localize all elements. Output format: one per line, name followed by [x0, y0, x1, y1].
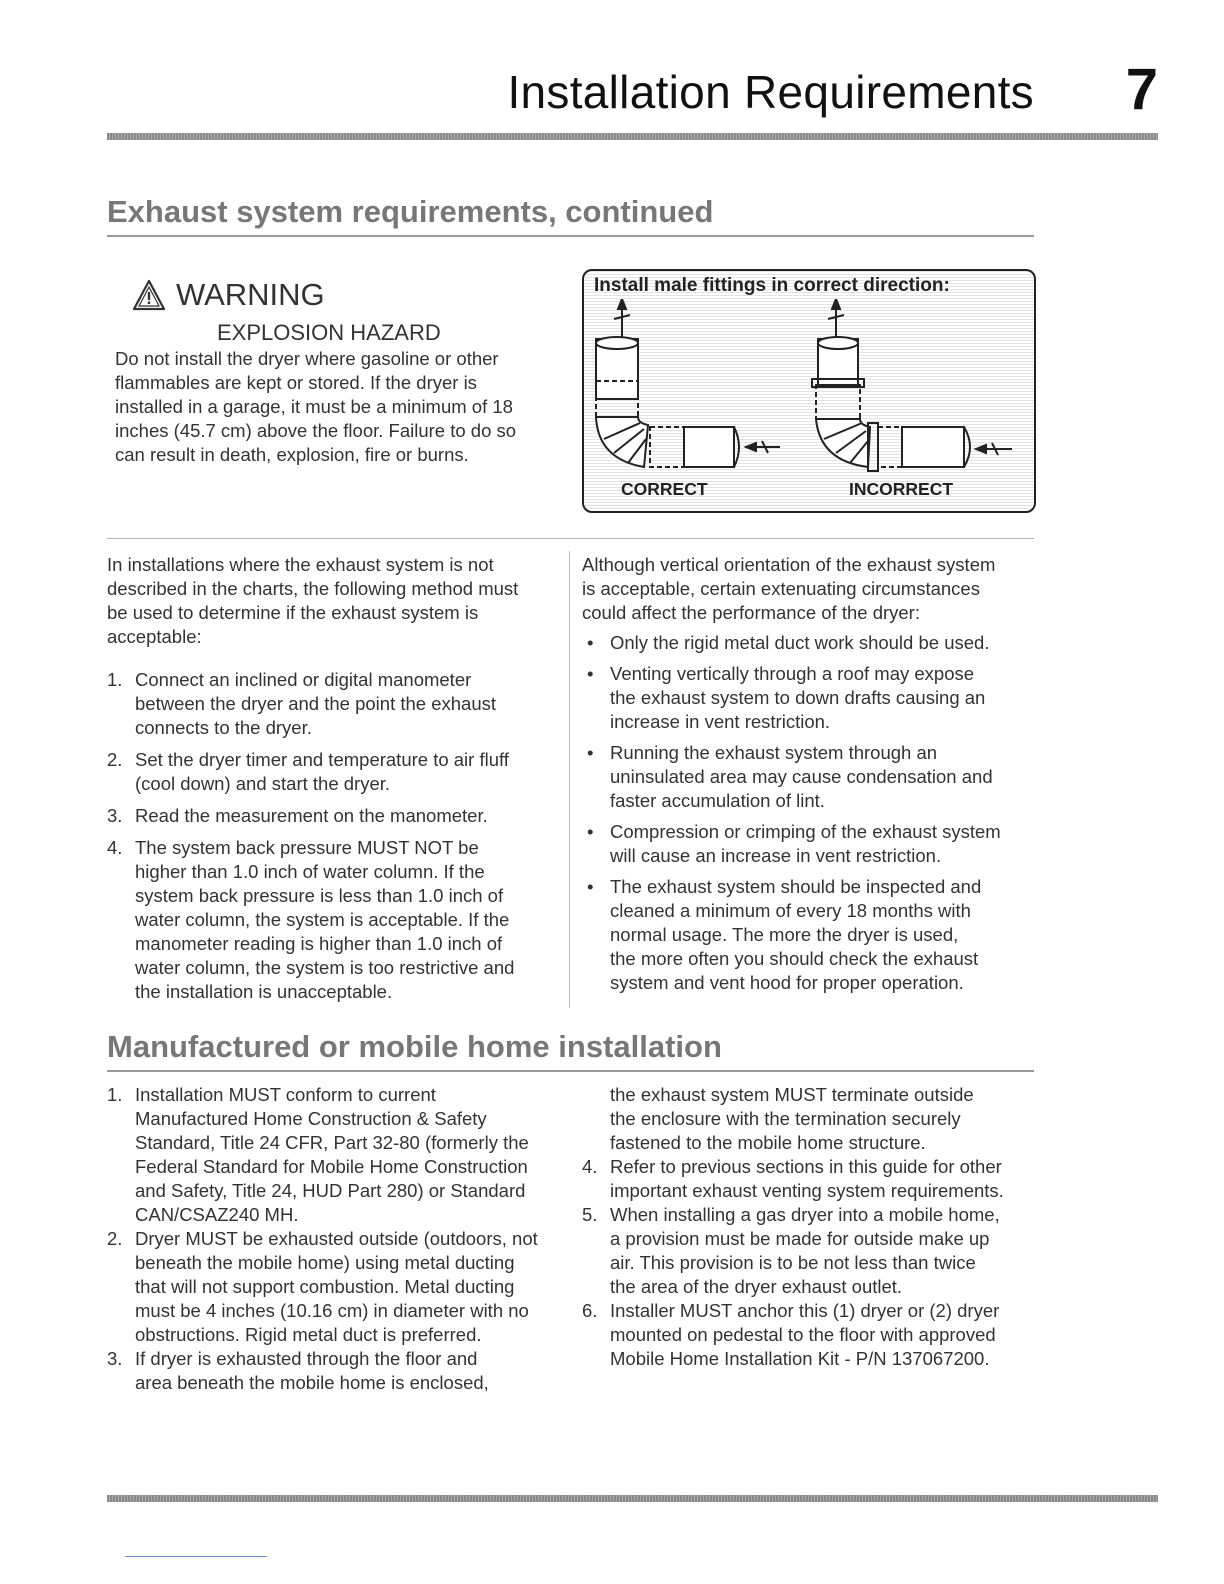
warning-triangle-icon [132, 279, 166, 311]
text-line: Refer to previous sections in this guide for other [610, 1156, 1002, 1177]
text-line: between the dryer and the point the exhaust [135, 693, 497, 714]
text-line: Venting vertically through a roof may expose [610, 663, 975, 684]
text-line: Installer MUST anchor this (1) dryer or (2) dryer [610, 1300, 1000, 1321]
bullet-icon: • [587, 876, 594, 897]
text-line: If dryer is exhausted through the floor and [135, 1348, 478, 1369]
text-line: higher than 1.0 inch of water column. If the [135, 861, 485, 882]
text-line: acceptable: [107, 626, 202, 647]
list-item [582, 1155, 1042, 1203]
text-line: Dryer MUST be exhausted outside (outdoors, not [135, 1228, 538, 1249]
list-item [107, 668, 562, 740]
text-line: the exhaust system MUST terminate outside [610, 1084, 974, 1105]
text-line: fastened to the mobile home structure. [610, 1132, 926, 1153]
list-item [107, 836, 562, 1004]
figure-label-correct: CORRECT [621, 479, 708, 499]
list-item [582, 1203, 1042, 1299]
header-rule [107, 133, 1158, 140]
warning-line: installed in a garage, it must be a minimum of 18 [115, 396, 513, 417]
mobile-right-text [582, 1083, 1042, 1371]
warning-line: can result in death, explosion, fire or burns. [115, 444, 469, 465]
list-item [107, 1347, 567, 1395]
warning-label: WARNING [176, 277, 325, 312]
list-item [582, 741, 1042, 813]
list-item [582, 662, 1042, 734]
step-number: 4. [107, 837, 123, 858]
text-line: cleaned a minimum of every 18 months with [610, 900, 971, 921]
text-line: Although vertical orientation of the exhaust system [582, 554, 996, 575]
list-item [582, 1299, 1042, 1371]
step-number: 2. [107, 749, 123, 770]
column-divider [569, 551, 570, 1008]
text-line: system back pressure is less than 1.0 inch of [135, 885, 504, 906]
duct-fitting-diagram [584, 299, 1034, 479]
bullet-icon: • [587, 632, 594, 653]
warning-subtitle: EXPLOSION HAZARD [217, 320, 441, 345]
bottom-line-mark [125, 1556, 267, 1557]
figure-caption: Install male fittings in correct direction: [594, 275, 950, 296]
text-line: The system back pressure MUST NOT be [135, 837, 479, 858]
text-line: area beneath the mobile home is enclosed, [135, 1372, 489, 1393]
bullet-icon: • [587, 821, 594, 842]
section-rule [107, 235, 1034, 237]
list-item [107, 1227, 567, 1347]
text-line: normal usage. The more the dryer is used, [610, 924, 959, 945]
text-line: and Safety, Title 24, HUD Part 280) or Standard [135, 1180, 526, 1201]
text-line: Set the dryer timer and temperature to air fluff [135, 749, 509, 770]
list-item [582, 631, 1042, 655]
text-line: The exhaust system should be inspected and [610, 876, 982, 897]
page-title: Installation Requirements [507, 66, 1034, 118]
page-number: 7 [1125, 57, 1158, 122]
warning-line: inches (45.7 cm) above the floor. Failure to do so [115, 420, 517, 441]
text-line: Standard, Title 24 CFR, Part 32-80 (formerly the [135, 1132, 529, 1153]
text-line: a provision must be made for outside make up [610, 1228, 990, 1249]
text-line: Running the exhaust system through an [610, 742, 938, 763]
text-line: described in the charts, the following method must [107, 578, 519, 599]
text-line: the more often you should check the exhaust [610, 948, 979, 969]
text-line: beneath the mobile home) using metal ducting [135, 1252, 515, 1273]
text-line: the area of the dryer exhaust outlet. [610, 1276, 903, 1297]
text-line: must be 4 inches (10.16 cm) in diameter with no [135, 1300, 529, 1321]
text-line: will cause an increase in vent restriction. [610, 845, 942, 866]
step-number: 1. [107, 669, 123, 690]
warning-text [115, 347, 555, 467]
item-number: 5. [582, 1204, 598, 1225]
text-line: be used to determine if the exhaust system is [107, 602, 479, 623]
warning-line: Do not install the dryer where gasoline or other [115, 348, 499, 369]
section-title-exhaust: Exhaust system requirements, continued [107, 194, 714, 229]
text-line: increase in vent restriction. [610, 711, 831, 732]
mobile-left-list [107, 1083, 567, 1395]
text-line: Read the measurement on the manometer. [135, 805, 488, 826]
text-line: the installation is unacceptable. [135, 981, 393, 1002]
text-line: air. This provision is to be not less than twice [610, 1252, 976, 1273]
text-line: (cool down) and start the dryer. [135, 773, 391, 794]
item-number: 4. [582, 1156, 598, 1177]
mobile-right-list [582, 1155, 1042, 1371]
text-line: Manufactured Home Construction & Safety [135, 1108, 487, 1129]
text-line: uninsulated area may cause condensation and [610, 766, 993, 787]
item-number: 2. [107, 1228, 123, 1249]
continuation [582, 1083, 1042, 1155]
fittings-figure [582, 269, 1036, 513]
text-line: Federal Standard for Mobile Home Construction [135, 1156, 528, 1177]
list-item [582, 875, 1042, 995]
left-intro [107, 553, 562, 649]
text-line: water column, the system is too restrictive and [135, 957, 515, 978]
item-number: 6. [582, 1300, 598, 1321]
text-line: Mobile Home Installation Kit - P/N 137067200. [610, 1348, 990, 1369]
text-line: is acceptable, certain extenuating circumstances [582, 578, 980, 599]
text-line: Installation MUST conform to current [135, 1084, 436, 1105]
text-line: the enclosure with the termination securely [610, 1108, 961, 1129]
manometer-steps [107, 668, 562, 1004]
text-line: water column, the system is acceptable. If the [135, 909, 510, 930]
bullet-icon: • [587, 663, 594, 684]
right-intro [582, 553, 1042, 625]
item-number: 3. [107, 1348, 123, 1369]
text-line: Only the rigid metal duct work should be used. [610, 632, 990, 653]
section-title-mobile: Manufactured or mobile home installation [107, 1029, 722, 1064]
divider [107, 538, 1034, 539]
text-line: faster accumulation of lint. [610, 790, 825, 811]
step-number: 3. [107, 805, 123, 826]
text-line: Compression or crimping of the exhaust system [610, 821, 1001, 842]
footer-rule [107, 1495, 1158, 1502]
text-line: the exhaust system to down drafts causing an [610, 687, 986, 708]
list-item [107, 748, 562, 796]
text-line: important exhaust venting system requirements. [610, 1180, 1004, 1201]
text-line: When installing a gas dryer into a mobile home, [610, 1204, 1000, 1225]
text-line: Connect an inclined or digital manometer [135, 669, 472, 690]
text-line: that will not support combustion. Metal ducting [135, 1276, 515, 1297]
text-line: mounted on pedestal to the floor with approved [610, 1324, 996, 1345]
section-rule [107, 1070, 1034, 1072]
text-line: In installations where the exhaust system is not [107, 554, 494, 575]
bullet-icon: • [587, 742, 594, 763]
item-number: 1. [107, 1084, 123, 1105]
text-line: connects to the dryer. [135, 717, 312, 738]
text-line: obstructions. Rigid metal duct is preferred. [135, 1324, 482, 1345]
text-line: CAN/CSAZ240 MH. [135, 1204, 299, 1225]
list-item [107, 804, 562, 828]
warning-line: flammables are kept or stored. If the dryer is [115, 372, 477, 393]
text-line: manometer reading is higher than 1.0 inch of [135, 933, 503, 954]
list-item [582, 820, 1042, 868]
figure-label-incorrect: INCORRECT [849, 479, 954, 499]
text-line: could affect the performance of the dryer: [582, 602, 920, 623]
text-line: system and vent hood for proper operation. [610, 972, 964, 993]
list-item [107, 1083, 567, 1227]
circumstances-list [582, 631, 1042, 995]
